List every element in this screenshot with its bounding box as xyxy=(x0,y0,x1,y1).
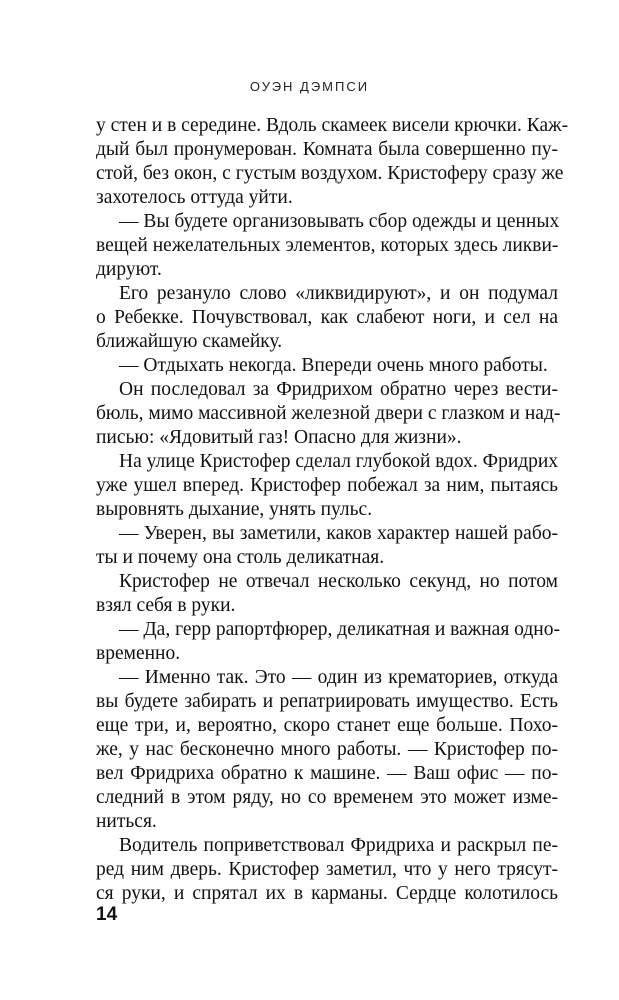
text-line: у стен и в середине. Вдоль скамеек висели крючки. Каж- xyxy=(96,115,569,136)
page-number: 14 xyxy=(96,904,118,925)
text-line: временно. xyxy=(96,643,181,664)
text-line: — Вы будете организовывать сбор одежды и ценных xyxy=(119,211,560,232)
text-line: ниться. xyxy=(96,811,157,832)
text-line: ся руки, и спрятал их в карманы. Сердце колотилось xyxy=(96,883,558,904)
text-line: выровнять дыхание, унять пульс. xyxy=(96,499,373,520)
text-line: еще три, и, вероятно, скоро станет еще больше. Похо- xyxy=(96,715,558,736)
text-line: же, у нас бесконечно много работы. — Кристофер по- xyxy=(96,739,558,760)
text-line: Водитель поприветствовал Фридриха и раскрыл пе- xyxy=(119,835,558,856)
text-line: — Да, герр рапортфюрер, деликатная и важная одно- xyxy=(119,619,560,640)
text-line: вел Фридриха обратно к машине. — Ваш офис — по- xyxy=(96,763,558,784)
text-line: уже ушел вперед. Кристофер побежал за ним, пытаясь xyxy=(96,475,558,496)
text-line: — Именно так. Это — один из крематориев, откуда xyxy=(119,667,558,688)
text-line: ты и почему она столь деликатная. xyxy=(96,547,385,568)
text-line: Он последовал за Фридрихом обратно через вести- xyxy=(119,379,558,400)
text-line: следний в этом ряду, но со временем это может изме- xyxy=(96,787,558,808)
text-line: вы будете забирать и репатриировать имущество. Есть xyxy=(96,691,558,712)
text-line: взял себя в руки. xyxy=(96,595,236,616)
text-line: На улице Кристофер сделал глубокой вдох. Фридрих xyxy=(119,451,559,472)
text-line: — Уверен, вы заметили, каков характер нашей рабо- xyxy=(119,523,558,544)
text-line: — Отдыхать некогда. Впереди очень много работы. xyxy=(119,355,548,376)
text-line: дый был пронумерован. Комната была совершенно пу- xyxy=(96,139,558,160)
text-line: Кристофер не отвечал несколько секунд, но потом xyxy=(119,571,558,592)
text-line: ред ним дверь. Кристофер заметил, что у него трясут- xyxy=(96,859,558,880)
text-line: захотелось оттуда уйти. xyxy=(96,187,293,208)
text-line: писью: «Ядовитый газ! Опасно для жизни». xyxy=(96,427,462,448)
text-line: дируют. xyxy=(96,259,162,280)
text-line: бюль, мимо массивной железной двери с глазком и над- xyxy=(96,403,561,424)
text-line: стой, без окон, с густым воздухом. Кристоферу сразу же xyxy=(96,163,564,184)
text-line: вещей нежелательных элементов, которых здесь ликви- xyxy=(96,235,559,256)
text-line: ближайшую скамейку. xyxy=(96,331,283,352)
running-head: ОУЭН ДЭМПСИ xyxy=(249,79,370,94)
text-line: Его резануло слово «ликвидируют», и он подумал xyxy=(119,283,558,304)
text-line: о Ребекке. Почувствовал, как слабеют ноги, и сел на xyxy=(96,307,558,328)
